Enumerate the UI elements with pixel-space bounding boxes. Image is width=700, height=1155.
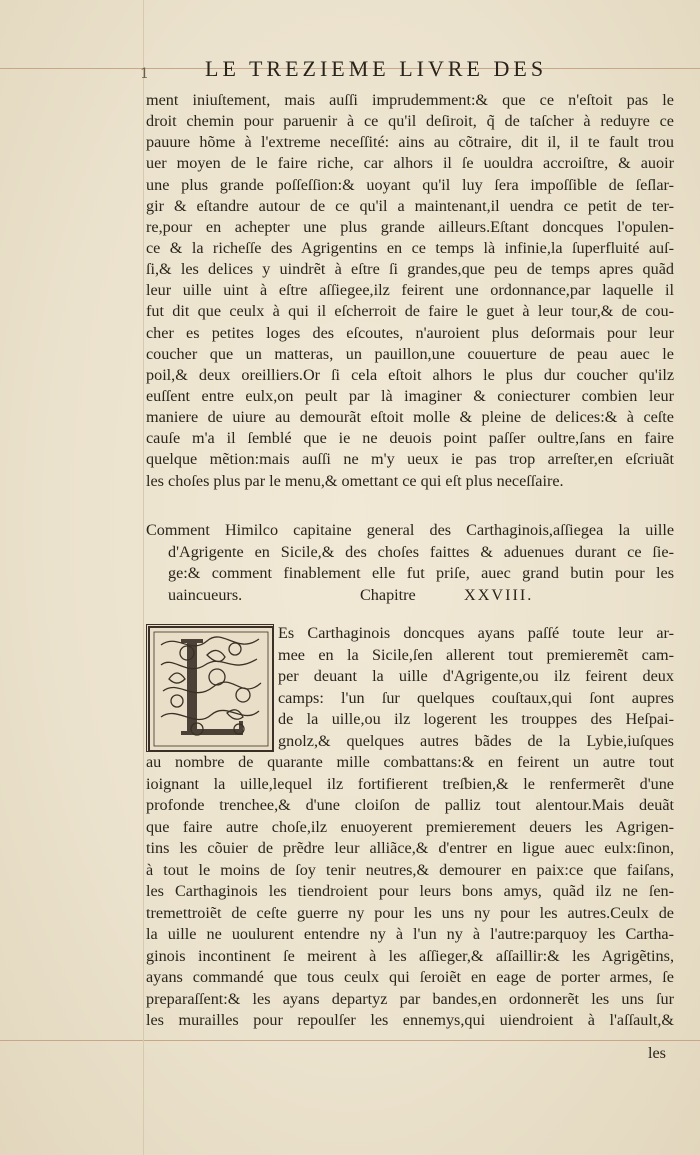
chapter-heading: [146, 520, 674, 606]
text-line: les murailles pour repoulſer les ennemys,qui uiendroient à l'aſſault,&: [146, 1011, 674, 1029]
text-line: une plus grande poſſeſſion:& uoyant qu'il luy ſera impoſſible de ſeſlar-: [146, 175, 674, 194]
bottom-rule: [0, 1040, 700, 1041]
text-line: gnolz,& quelques autres bãdes de la Lybie,iuſques: [278, 731, 674, 750]
text-line: cher es petites loges des eſcoutes, n'auroient plus deſormais pour leur: [146, 323, 674, 342]
text-line: droit chemin pour paruenir à ce qu'il deſiroit, q̃ de taſcher à reduyre ce: [146, 112, 674, 131]
text-line: ayans commandé que tous ceulx qui ſeroiẽt en eage de porter armes, ſe: [146, 968, 674, 986]
heading-line: ge:& comment finablement elle fut priſe, auec grand butin pour les: [168, 564, 674, 582]
text-line: de la uille,ou ilz logerent les trouppes des Heſpai-: [278, 710, 674, 728]
text-line: preparaſſent:& les ayans departyz par bandes,en ordonnerẽt les uns ſur: [146, 989, 674, 1008]
text-line: ioignant la uille,lequel ilz fortifierent treſbien,& le renfermerẽt d'une: [146, 774, 674, 793]
text-line: leur uille uint à eſtre aſſiegee,ilz feirent une ordonnance,par laquelle il: [146, 281, 674, 300]
text-line: les choſes plus par le menu,& omettant ce qui eſt plus neceſſaire.: [146, 471, 564, 490]
text-line: tremettroiẽt de ceſte guerre ny pour les uns ny pour les autres.Ceulx de: [146, 903, 674, 922]
text-line: camps: l'un ſur quelques couſtaux,qui ſont aupres: [278, 688, 674, 707]
text-line: la uille ne uoulurent entendre ny à l'un ny à l'autre:parquoy les Cartha-: [146, 925, 674, 943]
catchword: les: [648, 1044, 666, 1062]
heading-line: Comment Himilco capitaine general des Carthaginois,aſſiegea la uille: [146, 521, 674, 539]
text-line: profonde trenchee,& d'une cloiſon de palliz tout alentour.Mais deuãt: [146, 796, 674, 814]
text-line: Es Carthaginois doncques ayans paſſé toute leur ar-: [278, 624, 674, 642]
text-line: ment iniuſtement, mais auſſi imprudemment:& que ce n'eſtoit pas le: [146, 91, 674, 109]
text-line: mee en la Sicile,ſen allerent tout premieremẽt cam-: [278, 645, 674, 664]
text-line: per deuant la uille d'Agrigente,ou ilz feirent deux: [278, 667, 674, 685]
chapter-label-row: [146, 585, 674, 607]
text-line: cauſe m'a il ſemblé que ie ne deuois point paſſer oultre,ſans en faire: [146, 429, 674, 448]
text-line: ſi,& les delices y uindrẽt à eſtre ſi grandes,que peu de temps apres quãd: [146, 260, 674, 279]
text-line: quelque mẽtion:mais auſſi ne m'y ueux ie pas trop arreſter,en eſcriuãt: [146, 450, 674, 469]
text-line: uer moyen de le faire riche, car alhors il ſe uouldra accroiſtre, & auoir: [146, 154, 674, 173]
text-line: coucher que un matteras, un pauillon,une couuerture de peau auec le: [146, 344, 674, 363]
text-line: ginois incontinent ſe meirent à les aſſieger,& aſſaillir:& les Agrigẽtins,: [146, 946, 674, 965]
chapter-number: XXVIII.: [464, 585, 534, 604]
text-line: maniere de uiure au demourãt eſtoit molle & pleine de delices:& à ceſte: [146, 408, 674, 427]
text-line: les Carthaginois les tiendroient pour leurs bons amys, quãd ilz ne ſen-: [146, 882, 674, 900]
text-line: gir & eſtandre autour de ce qu'il a maintenant,il uendra ce petit de ter-: [146, 196, 674, 215]
text-line: au nombre de quarante mille combattans:& en feirent un autre tout: [146, 753, 674, 771]
text-line: que faire autre choſe,ilz enuoyerent premierement deuers les Agrigen-: [146, 817, 674, 836]
text-line: ce & la richeſſe des Agrigentins en ce temps là infinie,la ſuperfluité auſ-: [146, 238, 674, 257]
text-line: poil,& deux oreilliers.Or ſi cela eſtoit alhors le plus dur coucher qu'ilz: [146, 365, 674, 384]
paragraph-2: [146, 623, 674, 1032]
text-line: à tout le moins de ſoy tenir neutres,& demourer en paix:ce que faiſans,: [146, 860, 674, 879]
heading-line: d'Agrigente en Sicile,& des choſes faittes & aduenues durant ce ſie-: [168, 542, 674, 561]
folio-number: 1: [140, 66, 149, 82]
text-line: euſſent entre eulx,on peult par là imaginer & coniecturer combien leur: [146, 386, 674, 405]
left-margin-rule: [143, 0, 144, 1155]
chapter-word: Chapitre: [360, 585, 416, 604]
text-line: tins les cõuier de prẽdre leur alliãce,& d'entrer en ligue auec eulx:ſinon,: [146, 839, 674, 857]
text-line: fut dit que ceulx à qui il eſcherroit de faire le guet à leur tour,& de cou-: [146, 302, 674, 321]
text-line: pauure hõme à l'extreme neceſſité: ains au cõtraire, dit il, il te fault trou: [146, 133, 674, 152]
running-head: LE TREZIEME LIVRE DES: [205, 56, 548, 81]
paragraph-1: [146, 90, 674, 492]
heading-last-line: uaincueurs.: [168, 585, 243, 604]
text-line: re,pour en achepter une plus grande ailleurs.Eſtant doncques l'opulen-: [146, 217, 674, 236]
